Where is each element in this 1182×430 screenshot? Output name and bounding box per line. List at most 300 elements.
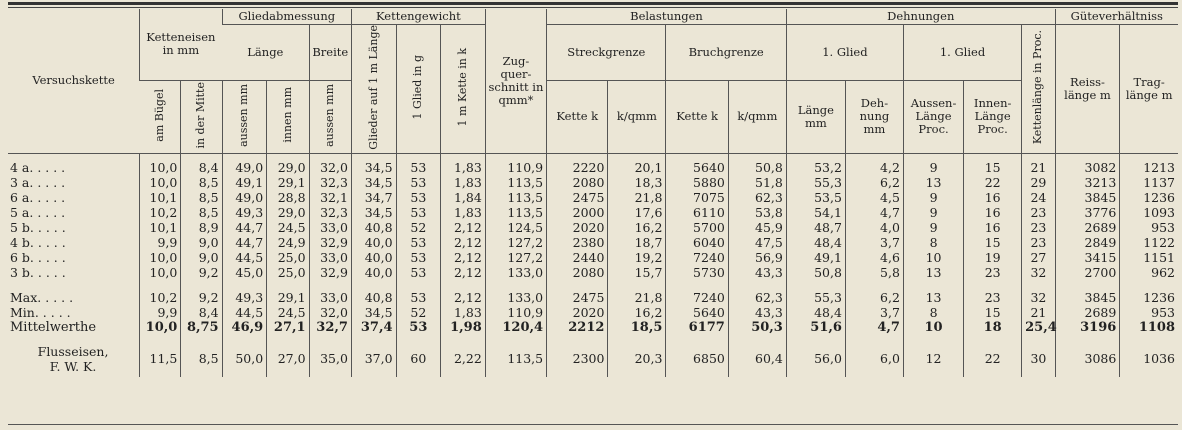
table-cell: 8,75 (181, 320, 222, 335)
table-cell: 3213 (1055, 175, 1120, 190)
table-cell: 49,0 (222, 160, 267, 175)
table-cell: 5700 (666, 220, 728, 235)
table-cell: 52 (396, 220, 441, 235)
table-cell: 8,5 (181, 175, 222, 190)
table-cell: 6177 (666, 320, 728, 335)
table-cell: 33,0 (309, 220, 351, 235)
table-cell: 51,8 (728, 175, 786, 190)
header-gueteverhaeltniss: Güteverhältniss (1055, 9, 1178, 25)
table-cell: 9 (903, 205, 963, 220)
table-cell: 9,2 (181, 265, 222, 280)
table-cell: 8,5 (181, 341, 222, 377)
table-cell: 113,5 (485, 190, 546, 205)
table-cell: 44,5 (222, 250, 267, 265)
table-cell: 49,1 (222, 175, 267, 190)
table-cell: 2080 (547, 265, 608, 280)
table-cell: 1093 (1120, 205, 1178, 220)
header-kettenlaenge: Kettenlänge in Proc. (1022, 25, 1056, 154)
table-cell: 1036 (1120, 341, 1178, 377)
flusseisen-row (8, 341, 1178, 377)
table-cell: 32,3 (309, 205, 351, 220)
table-cell: 8 (903, 305, 963, 320)
table-cell: 29,1 (267, 175, 309, 190)
table-cell: 23 (1022, 235, 1056, 250)
table-cell: 2475 (547, 290, 608, 305)
table-cell: 29,0 (267, 160, 309, 175)
table-cell: 20,1 (608, 160, 666, 175)
table-cell: 32 (1022, 265, 1056, 280)
table-cell: 8,5 (181, 190, 222, 205)
table-cell: 3086 (1055, 341, 1120, 377)
table-cell: 17,6 (608, 205, 666, 220)
table-cell: 47,5 (728, 235, 786, 250)
header-kettengewicht: Kettengewicht (351, 9, 485, 25)
table-cell: 953 (1120, 305, 1178, 320)
table-cell: 32,9 (309, 235, 351, 250)
header-ketteneisen: Ketteneisen in mm (140, 9, 223, 80)
table-cell: 25,4 (1022, 320, 1056, 335)
table-cell: 1108 (1120, 320, 1178, 335)
table-cell: 30 (1022, 341, 1056, 377)
table-cell: 32 (1022, 290, 1056, 305)
table-cell: 49,3 (222, 205, 267, 220)
header-k-qmm: k/qmm (608, 80, 666, 153)
table-cell: 15 (964, 235, 1022, 250)
table-row (8, 220, 1178, 235)
table-cell: 113,5 (485, 205, 546, 220)
table-cell: 56,9 (728, 250, 786, 265)
table-cell: 2440 (547, 250, 608, 265)
table-cell: 35,0 (309, 341, 351, 377)
test-results-table (8, 9, 1178, 377)
table-cell: 23 (964, 290, 1022, 305)
table-cell: 53 (396, 265, 441, 280)
table-cell: 23 (1022, 220, 1056, 235)
table-cell: 32,0 (309, 160, 351, 175)
table-cell: 13 (903, 175, 963, 190)
table-cell: 1,83 (441, 160, 486, 175)
row-label: 6 a. . . . . (10, 189, 66, 205)
table-cell: 9,2 (181, 290, 222, 305)
header-am-buegel: am Bügel (140, 80, 181, 153)
row-label: Mittelwerthe (10, 319, 97, 335)
table-cell: 10,0 (140, 175, 181, 190)
table-cell: 15,7 (608, 265, 666, 280)
table-cell: 5640 (666, 305, 728, 320)
table-cell: 48,4 (786, 305, 845, 320)
table-cell: 2220 (547, 160, 608, 175)
table-cell: 113,5 (485, 175, 546, 190)
table-cell: 10,1 (140, 190, 181, 205)
table-cell: 53 (396, 320, 441, 335)
header-laenge-mm: Länge mm (786, 80, 845, 153)
table-cell: 20,3 (608, 341, 666, 377)
header-ein-glied: 1 Glied in g (396, 25, 441, 154)
table-row (8, 265, 1178, 280)
table-cell: 1236 (1120, 290, 1178, 305)
table-cell: 5880 (666, 175, 728, 190)
table-cell: 40,0 (351, 235, 396, 250)
mittel-row (8, 320, 1178, 335)
table-cell: 4,7 (845, 320, 903, 335)
table-cell: 23 (964, 265, 1022, 280)
table-cell: 6,0 (845, 341, 903, 377)
table-cell: 8,4 (181, 305, 222, 320)
table-cell: 7240 (666, 250, 728, 265)
table-cell: 113,5 (485, 341, 546, 377)
table-cell: 124,5 (485, 220, 546, 235)
table-cell: 33,0 (309, 250, 351, 265)
table-cell: 8,4 (181, 160, 222, 175)
row-label: 5 b. . . . . (10, 219, 66, 235)
table-cell: 4,6 (845, 250, 903, 265)
table-cell: 2,12 (441, 250, 486, 265)
header-innen-laenge: Innen-Länge Proc. (964, 80, 1022, 153)
table-cell: 12 (903, 341, 963, 377)
table-cell: 15 (964, 305, 1022, 320)
table-row (8, 235, 1178, 250)
table-cell: 54,1 (786, 205, 845, 220)
table-cell: 60,4 (728, 341, 786, 377)
table-cell: 53 (396, 175, 441, 190)
header-bruchgrenze: Bruchgrenze (666, 25, 786, 81)
bottom-rule (8, 424, 1178, 425)
table-cell: 29 (1022, 175, 1056, 190)
table-cell: 32,9 (309, 265, 351, 280)
header-aussen-mm: aussen mm (222, 80, 267, 153)
table-cell: 1,84 (441, 190, 486, 205)
table-cell: 9,9 (140, 235, 181, 250)
row-label-line1: Flusseisen, (37, 343, 109, 359)
header-breite-aussen-mm: aussen mm (309, 80, 351, 153)
table-cell: 1,83 (441, 175, 486, 190)
table-cell: 29,1 (267, 290, 309, 305)
table-cell: 62,3 (728, 190, 786, 205)
table-cell: 55,3 (786, 175, 845, 190)
table-cell: 50,8 (728, 160, 786, 175)
table-cell: 7240 (666, 290, 728, 305)
table-cell: 13 (903, 265, 963, 280)
table-cell: 44,5 (222, 305, 267, 320)
table-cell: 32,3 (309, 175, 351, 190)
table-cell: 10,0 (140, 320, 181, 335)
table-cell: 53 (396, 205, 441, 220)
table-cell: 10 (903, 250, 963, 265)
table-cell: 6,2 (845, 290, 903, 305)
row-label: 3 a. . . . . (10, 174, 66, 190)
table-cell: 53 (396, 250, 441, 265)
header-kette-k2: Kette k (666, 80, 728, 153)
table-cell: 2,22 (441, 341, 486, 377)
header-glieder-auf: Glieder auf 1 m Länge (351, 25, 396, 154)
table-cell: 43,3 (728, 265, 786, 280)
table-cell: 40,0 (351, 265, 396, 280)
table-cell: 34,5 (351, 205, 396, 220)
row-label: 3 b. . . . . (10, 264, 66, 280)
table-cell: 3415 (1055, 250, 1120, 265)
table-cell: 3776 (1055, 205, 1120, 220)
header-glied1b: 1. Glied (903, 25, 1021, 81)
header-in-der-mitte: in der Mitte (181, 80, 222, 153)
table-cell: 53,8 (728, 205, 786, 220)
table-cell: 16 (964, 205, 1022, 220)
table-cell: 110,9 (485, 305, 546, 320)
table-cell: 4,5 (845, 190, 903, 205)
table-cell: 1151 (1120, 250, 1178, 265)
table-cell: 1,83 (441, 205, 486, 220)
table-cell: 44,7 (222, 235, 267, 250)
table-cell: 1213 (1120, 160, 1178, 175)
table-cell: 34,7 (351, 190, 396, 205)
table-cell: 33,0 (309, 290, 351, 305)
table-cell: 51,6 (786, 320, 845, 335)
table-cell: 2849 (1055, 235, 1120, 250)
table-cell: 7075 (666, 190, 728, 205)
header-kette-k: Kette k (547, 80, 608, 153)
row-label: 5 a. . . . . (10, 204, 66, 220)
table-cell: 9 (903, 190, 963, 205)
table-cell: 5730 (666, 265, 728, 280)
table-cell: 6040 (666, 235, 728, 250)
table-cell: 18,3 (608, 175, 666, 190)
spacer-row (8, 280, 1178, 290)
table-cell: 4,7 (845, 205, 903, 220)
table-cell: 24,5 (267, 305, 309, 320)
table-cell: 1236 (1120, 190, 1178, 205)
table-cell: 18,7 (608, 235, 666, 250)
table-cell: 2020 (547, 220, 608, 235)
table-cell: 53 (396, 190, 441, 205)
table-cell: 16,2 (608, 305, 666, 320)
header-dehnungen: Dehnungen (786, 9, 1055, 25)
table-cell: 10,0 (140, 160, 181, 175)
table-cell: 133,0 (485, 290, 546, 305)
table-cell: 2,12 (441, 290, 486, 305)
table-cell: 22 (964, 175, 1022, 190)
table-cell: 53 (396, 290, 441, 305)
table-cell: 10,2 (140, 290, 181, 305)
table-cell: 60 (396, 341, 441, 377)
table-cell: 4,2 (845, 160, 903, 175)
table-row (8, 205, 1178, 220)
table-cell: 18 (964, 320, 1022, 335)
row-label-line2: F. W. K. (49, 358, 97, 374)
table-body (8, 153, 1178, 377)
table-cell: 10,1 (140, 220, 181, 235)
table-cell: 48,7 (786, 220, 845, 235)
table-cell: 127,2 (485, 235, 546, 250)
table-cell: 21 (1022, 305, 1056, 320)
table-cell: 56,0 (786, 341, 845, 377)
table-cell: 53,5 (786, 190, 845, 205)
table-cell: 18,5 (608, 320, 666, 335)
table-cell: 53 (396, 235, 441, 250)
table-cell: 29,0 (267, 205, 309, 220)
table-cell: 40,8 (351, 290, 396, 305)
table-row (8, 190, 1178, 205)
table-cell: 16 (964, 220, 1022, 235)
table-cell: 49,1 (786, 250, 845, 265)
table-cell: 40,8 (351, 220, 396, 235)
table-cell: 34,5 (351, 175, 396, 190)
table-cell: 9 (903, 160, 963, 175)
table-cell: 25,0 (267, 265, 309, 280)
table-cell: 110,9 (485, 160, 546, 175)
header-laenge: Länge (222, 25, 309, 81)
table-cell: 21,8 (608, 290, 666, 305)
table-cell: 19,2 (608, 250, 666, 265)
table-cell: 24,5 (267, 220, 309, 235)
table-cell: 27,0 (267, 341, 309, 377)
header-dehnung-mm: Deh-nung mm (845, 80, 903, 153)
table-cell: 32,0 (309, 305, 351, 320)
table-cell: 10,0 (140, 250, 181, 265)
table-cell: 8,5 (181, 205, 222, 220)
table-cell: 4,0 (845, 220, 903, 235)
table-cell: 53 (396, 160, 441, 175)
table-cell: 1137 (1120, 175, 1178, 190)
table-row (8, 250, 1178, 265)
document-page (8, 0, 1178, 430)
table-cell: 2080 (547, 175, 608, 190)
header-breite: Breite (309, 25, 351, 81)
table-cell: 3,7 (845, 305, 903, 320)
table-cell: 6110 (666, 205, 728, 220)
table-cell: 16,2 (608, 220, 666, 235)
header-reisslaenge: Reiss-länge m (1055, 25, 1120, 154)
row-label: 4 a. . . . . (10, 159, 66, 175)
table-cell: 45,0 (222, 265, 267, 280)
table-cell: 10,0 (140, 265, 181, 280)
table-cell: 1,83 (441, 305, 486, 320)
table-cell: 43,3 (728, 305, 786, 320)
table-cell: 1,98 (441, 320, 486, 335)
table-cell: 2,12 (441, 220, 486, 235)
header-aussen-laenge: Aussen-Länge Proc. (903, 80, 963, 153)
table-cell: 24,9 (267, 235, 309, 250)
table-cell: 9 (903, 220, 963, 235)
table-cell: 3082 (1055, 160, 1120, 175)
table-cell: 2212 (547, 320, 608, 335)
table-cell: 50,3 (728, 320, 786, 335)
table-cell: 37,0 (351, 341, 396, 377)
table-cell: 25,0 (267, 250, 309, 265)
table-row (8, 160, 1178, 175)
table-cell: 40,0 (351, 250, 396, 265)
table-cell: 127,2 (485, 250, 546, 265)
table-cell: 49,0 (222, 190, 267, 205)
table-cell: 24 (1022, 190, 1056, 205)
table-cell: 55,3 (786, 290, 845, 305)
table-cell: 53,2 (786, 160, 845, 175)
table-cell: 8 (903, 235, 963, 250)
header-versuchskette: Versuchskette (8, 9, 140, 153)
table-cell: 46,9 (222, 320, 267, 335)
table-cell: 27,1 (267, 320, 309, 335)
table-cell: 10 (903, 320, 963, 335)
table-row (8, 175, 1178, 190)
table-cell: 3196 (1055, 320, 1120, 335)
table-cell: 2,12 (441, 235, 486, 250)
min-row (8, 305, 1178, 320)
table-cell: 32,1 (309, 190, 351, 205)
top-rule-thin (8, 7, 1178, 8)
table-cell: 2,12 (441, 265, 486, 280)
table-cell: 50,0 (222, 341, 267, 377)
table-cell: 2689 (1055, 220, 1120, 235)
header-ein-m-kette: 1 m Kette in k (441, 25, 486, 154)
table-cell: 1122 (1120, 235, 1178, 250)
table-cell: 3845 (1055, 190, 1120, 205)
header-streckgrenze: Streckgrenze (547, 25, 666, 81)
row-label: 4 b. . . . . (10, 234, 66, 250)
table-cell: 9,0 (181, 235, 222, 250)
table-cell: 9,0 (181, 250, 222, 265)
table-cell: 21,8 (608, 190, 666, 205)
row-label: Min. . . . . (10, 304, 71, 320)
table-cell: 48,4 (786, 235, 845, 250)
table-cell: 962 (1120, 265, 1178, 280)
row-label (8, 341, 140, 377)
header-gliedabmessung: Gliedabmessung (222, 9, 351, 25)
table-cell: 62,3 (728, 290, 786, 305)
table-cell: 2689 (1055, 305, 1120, 320)
header-zugquerschnitt: Zug-quer-schnitt in qmm* (485, 9, 546, 153)
table-cell: 2000 (547, 205, 608, 220)
top-rule (8, 2, 1178, 5)
table-cell: 6850 (666, 341, 728, 377)
row-label: 6 b. . . . . (10, 249, 66, 265)
table-cell: 9,9 (140, 305, 181, 320)
table-cell: 44,7 (222, 220, 267, 235)
table-cell: 16 (964, 190, 1022, 205)
table-cell: 8,9 (181, 220, 222, 235)
table-cell: 28,8 (267, 190, 309, 205)
table-cell: 21 (1022, 160, 1056, 175)
header-belastungen: Belastungen (547, 9, 787, 25)
table-cell: 13 (903, 290, 963, 305)
table-cell: 2380 (547, 235, 608, 250)
table-cell: 3,7 (845, 235, 903, 250)
table-cell: 5640 (666, 160, 728, 175)
table-cell: 19 (964, 250, 1022, 265)
table-cell: 45,9 (728, 220, 786, 235)
table-cell: 32,7 (309, 320, 351, 335)
table-cell: 22 (964, 341, 1022, 377)
header-innen-mm: innen mm (267, 80, 309, 153)
table-cell: 5,8 (845, 265, 903, 280)
table-cell: 11,5 (140, 341, 181, 377)
table-cell: 2020 (547, 305, 608, 320)
table-cell: 3845 (1055, 290, 1120, 305)
header-k-qmm2: k/qmm (728, 80, 786, 153)
table-cell: 2300 (547, 341, 608, 377)
table-cell: 2700 (1055, 265, 1120, 280)
table-cell: 15 (964, 160, 1022, 175)
row-label: Max. . . . . (10, 289, 74, 305)
table-cell: 10,2 (140, 205, 181, 220)
table-cell: 34,5 (351, 305, 396, 320)
table-cell: 49,3 (222, 290, 267, 305)
max-row (8, 290, 1178, 305)
table-cell: 120,4 (485, 320, 546, 335)
header-traglaenge: Trag-länge m (1120, 25, 1178, 154)
table-cell: 953 (1120, 220, 1178, 235)
table-cell: 6,2 (845, 175, 903, 190)
table-cell: 34,5 (351, 160, 396, 175)
table-cell: 50,8 (786, 265, 845, 280)
header-glied1: 1. Glied (786, 25, 903, 81)
